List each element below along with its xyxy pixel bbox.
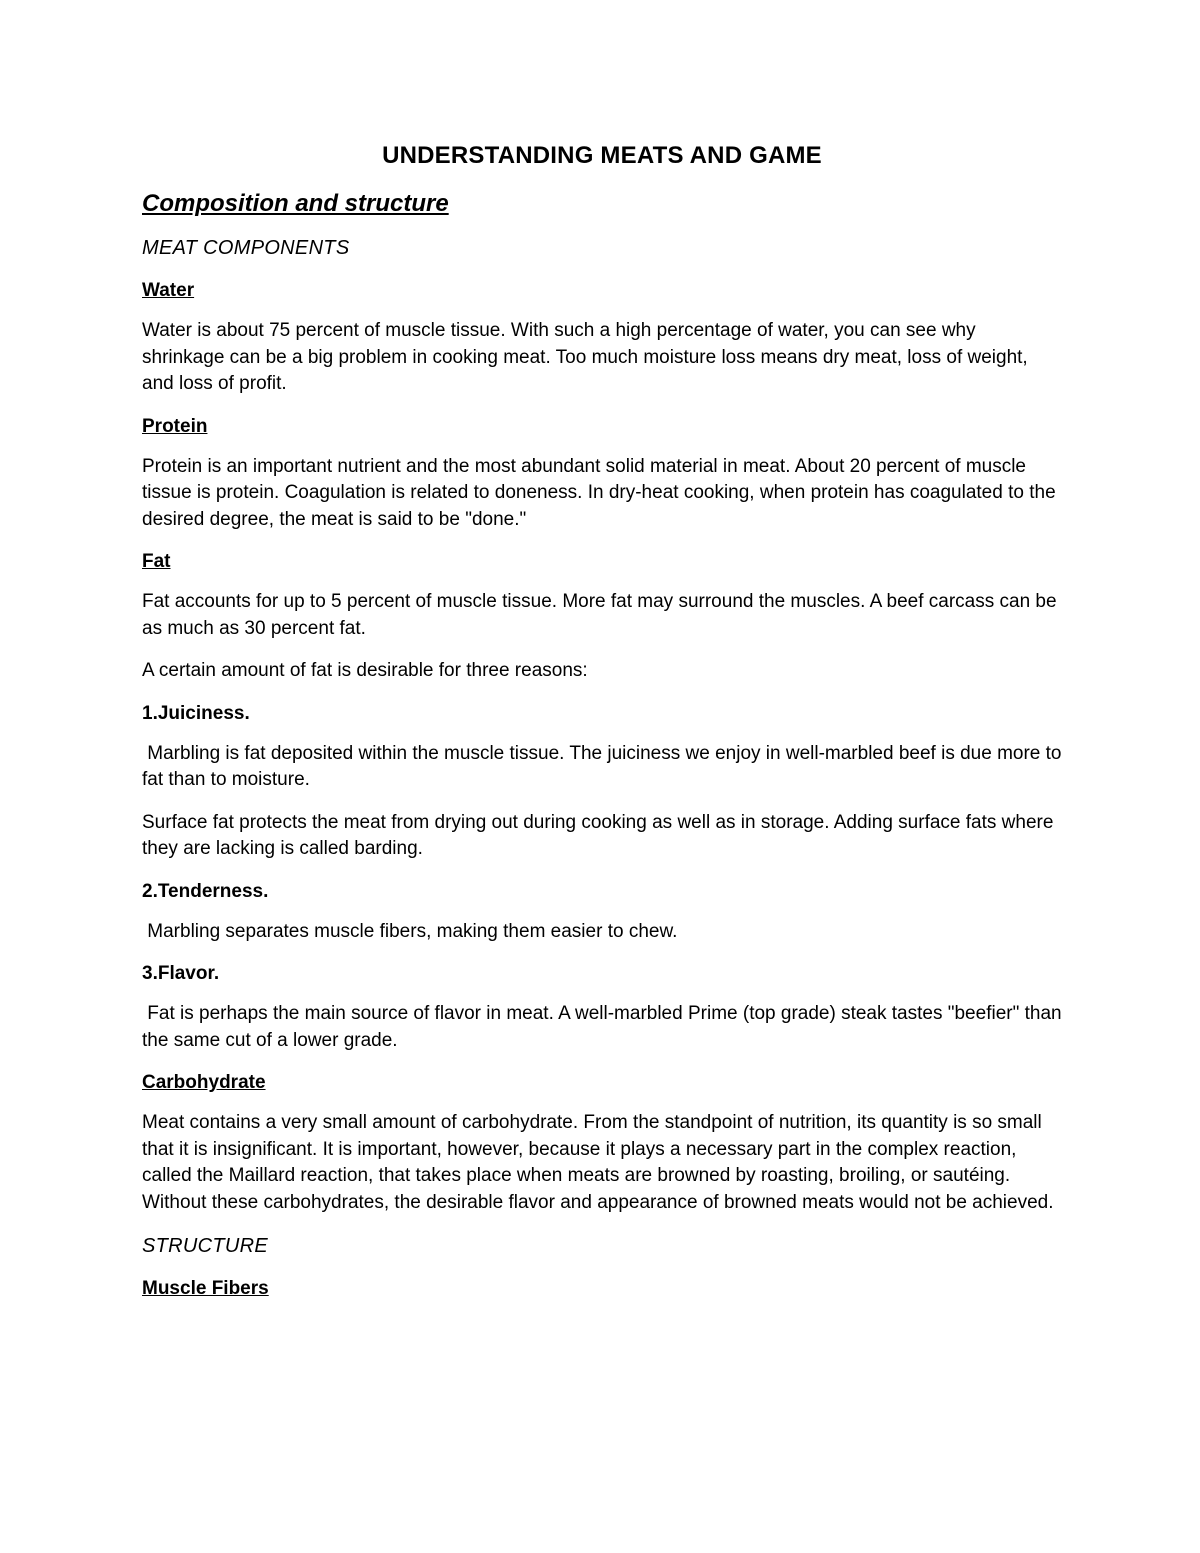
carbohydrate-heading: Carbohydrate: [142, 1072, 266, 1093]
flavor-heading: 3.Flavor.: [142, 963, 220, 984]
fat-heading: Fat: [142, 551, 171, 572]
fat-paragraph: Fat accounts for up to 5 percent of muscle tissue. More fat may surround the muscles. A beef carcass can be as much as 30 percent fat.: [142, 591, 1057, 639]
carbohydrate-paragraph: Meat contains a very small amount of carbohydrate. From the standpoint of nutrition, its quantity is so small that it is insignificant. It is important, however, because it plays a necessary part in the complex reaction, called the Maillard reaction, that takes place when meats are browned by roasting, broiling, or sautéing. Without these carbohydrates, the desirable flavor and appearance of browned meats would not be achieved.: [142, 1112, 1054, 1213]
water-heading: Water: [142, 280, 195, 301]
protein-heading: Protein: [142, 415, 208, 437]
juiciness-heading: 1.Juiciness.: [142, 702, 250, 724]
document-body: [142, 140, 1067, 1316]
muscle-fibers-heading: Muscle Fibers: [142, 1278, 269, 1299]
section-title: Composition and structure: [142, 190, 449, 217]
water-paragraph: Water is about 75 percent of muscle tissue. With such a high percentage of water, you can see why shrinkage can be a big problem in cooking meat. Too much moisture loss means dry meat, loss of weight, and loss of profit.: [142, 320, 1028, 394]
tenderness-heading: 2.Tenderness.: [142, 880, 269, 902]
protein-paragraph: Protein is an important nutrient and the most abundant solid material in meat. About 20 percent of muscle tissue is protein. Coagulation is related to doneness. In dry-heat cooking, when protein has coagulated to the desired degree, the meat is said to be "done.": [142, 455, 1056, 530]
flavor-paragraph: Fat is perhaps the main source of flavor in meat. A well-marbled Prime (top grade) steak tastes "beefier" than the same cut of a lower grade.: [142, 1003, 1067, 1051]
tenderness-paragraph: Marbling separates muscle fibers, making them easier to chew.: [142, 920, 678, 942]
juiciness-paragraph-1: Marbling is fat deposited within the muscle tissue. The juiciness we enjoy in well-marbled beef is due more to fat than to moisture.: [142, 742, 1067, 790]
document-title: UNDERSTANDING MEATS AND GAME: [382, 142, 822, 169]
fat-reasons-intro: A certain amount of fat is desirable for three reasons:: [142, 660, 588, 681]
meat-components-label: MEAT COMPONENTS: [142, 237, 350, 259]
structure-label: STRUCTURE: [142, 1235, 269, 1257]
juiciness-paragraph-2: Surface fat protects the meat from drying out during cooking as well as in storage. Adding surface fats where they are lacking is called barding.: [142, 811, 1054, 859]
